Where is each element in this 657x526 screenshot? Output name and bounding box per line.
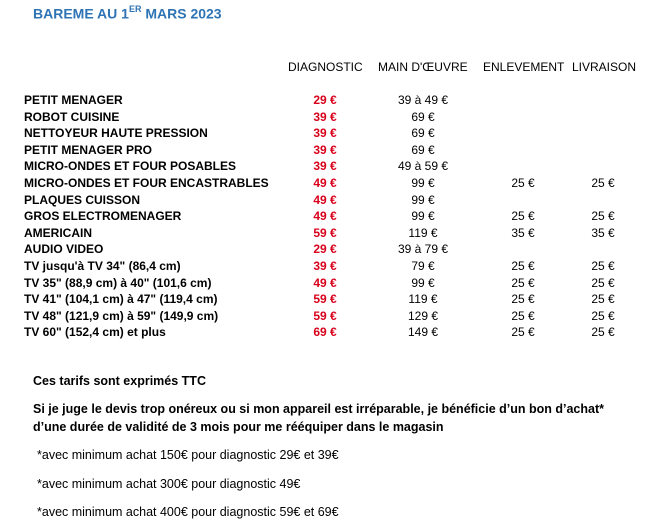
table-row <box>0 126 657 142</box>
row-name: GROS ELECTROMENAGER <box>24 209 182 224</box>
ttc-note: Ces tarifs sont exprimés TTC <box>33 374 206 388</box>
row-name: TV jusqu'à TV 34" (86,4 cm) <box>24 259 181 273</box>
row-name: MICRO-ONDES ET FOUR ENCASTRABLES <box>24 176 269 190</box>
removal-price: 25 € <box>511 325 535 340</box>
header-diagnostic: DIAGNOSTIC <box>288 60 363 74</box>
labor-price: 69 € <box>411 126 435 141</box>
header-main-oeuvre: MAIN D'ŒUVRE <box>378 60 468 74</box>
voucher-note-line2: d’une durée de validité de 3 mois pour me rééquiper dans le magasin <box>33 420 444 434</box>
table-row <box>0 259 657 275</box>
table-row <box>0 209 657 225</box>
removal-price: 25 € <box>511 209 535 224</box>
row-name: AUDIO VIDEO <box>24 242 104 257</box>
labor-price: 99 € <box>411 176 435 190</box>
diagnostic-price: 29 € <box>313 93 337 107</box>
labor-price: 39 à 79 € <box>397 242 449 257</box>
labor-price: 69 € <box>411 109 435 124</box>
table-row <box>0 93 657 109</box>
diagnostic-price: 59 € <box>313 292 337 307</box>
row-name: TV 60" (152,4 cm) et plus <box>24 325 166 340</box>
removal-price: 25 € <box>511 308 535 323</box>
labor-price: 129 € <box>407 308 439 323</box>
minimum-note-1: *avec minimum achat 150€ pour diagnostic 29€ et 39€ <box>37 448 339 462</box>
row-name: ROBOT CUISINE <box>24 109 120 124</box>
labor-price: 99 € <box>411 275 435 290</box>
table-row <box>0 309 657 325</box>
row-name: PETIT MENAGER PRO <box>24 142 153 157</box>
table-row <box>0 226 657 242</box>
row-name: NETTOYEUR HAUTE PRESSION <box>24 126 208 141</box>
delivery-price: 25 € <box>591 308 615 323</box>
labor-price: 99 € <box>411 209 435 224</box>
table-row <box>0 176 657 192</box>
table-row <box>0 325 657 341</box>
diagnostic-price: 39 € <box>313 159 337 174</box>
diagnostic-price: 49 € <box>313 275 337 290</box>
removal-price: 35 € <box>511 225 535 240</box>
row-name: TV 41" (104,1 cm) à 47" (119,4 cm) <box>24 292 218 307</box>
delivery-price: 25 € <box>591 209 615 224</box>
diagnostic-price: 59 € <box>313 308 337 323</box>
labor-price: 49 à 59 € <box>397 159 449 174</box>
row-name: PLAQUES CUISSON <box>24 192 141 207</box>
labor-price: 69 € <box>411 142 435 157</box>
row-name: AMERICAIN <box>24 225 92 240</box>
delivery-price: 25 € <box>591 275 615 290</box>
minimum-note-3: *avec minimum achat 400€ pour diagnostic 59€ et 69€ <box>37 505 339 519</box>
diagnostic-price: 39 € <box>313 109 337 124</box>
minimum-note-2: *avec minimum achat 300€ pour diagnostic 49€ <box>37 477 301 491</box>
table-row <box>0 242 657 258</box>
diagnostic-price: 29 € <box>313 242 337 257</box>
table-row <box>0 276 657 292</box>
row-name: TV 35" (88,9 cm) à 40" (101,6 cm) <box>24 275 212 290</box>
delivery-price: 25 € <box>591 176 615 190</box>
header-livraison: LIVRAISON <box>572 60 637 74</box>
delivery-price: 35 € <box>591 225 615 240</box>
removal-price: 25 € <box>511 292 535 307</box>
diagnostic-price: 39 € <box>313 142 337 157</box>
removal-price: 25 € <box>511 275 535 290</box>
labor-price: 119 € <box>408 292 438 307</box>
diagnostic-price: 49 € <box>313 176 337 190</box>
row-name: PETIT MENAGER <box>24 93 123 107</box>
labor-price: 149 € <box>407 325 439 340</box>
row-name: MICRO-ONDES ET FOUR POSABLES <box>24 159 237 174</box>
diagnostic-price: 39 € <box>313 126 337 141</box>
labor-price: 99 € <box>411 192 435 207</box>
table-row <box>0 110 657 126</box>
table-row <box>0 193 657 209</box>
diagnostic-price: 39 € <box>313 259 337 273</box>
diagnostic-price: 69 € <box>313 325 337 340</box>
labor-price: 119 € <box>408 225 438 240</box>
delivery-price: 25 € <box>591 259 615 273</box>
diagnostic-price: 59 € <box>313 225 337 240</box>
diagnostic-price: 49 € <box>313 192 337 207</box>
delivery-price: 25 € <box>591 292 615 307</box>
delivery-price: 25 € <box>591 325 615 340</box>
removal-price: 25 € <box>511 259 535 273</box>
table-row <box>0 143 657 159</box>
table-row <box>0 159 657 175</box>
voucher-note-line1: Si je juge le devis trop onéreux ou si mon appareil est irréparable, je bénéficie d’un bon d’achat* <box>33 402 604 416</box>
table-row <box>0 292 657 308</box>
row-name: TV 48" (121,9 cm) à 59" (149,9 cm) <box>24 308 219 323</box>
page-title: BAREME AU 1ER MARS 2023 <box>33 4 222 22</box>
removal-price: 25 € <box>511 176 535 190</box>
diagnostic-price: 49 € <box>313 209 337 224</box>
labor-price: 79 € <box>411 259 435 273</box>
labor-price: 39 à 49 € <box>397 93 449 107</box>
header-enlevement: ENLEVEMENT <box>483 60 565 74</box>
